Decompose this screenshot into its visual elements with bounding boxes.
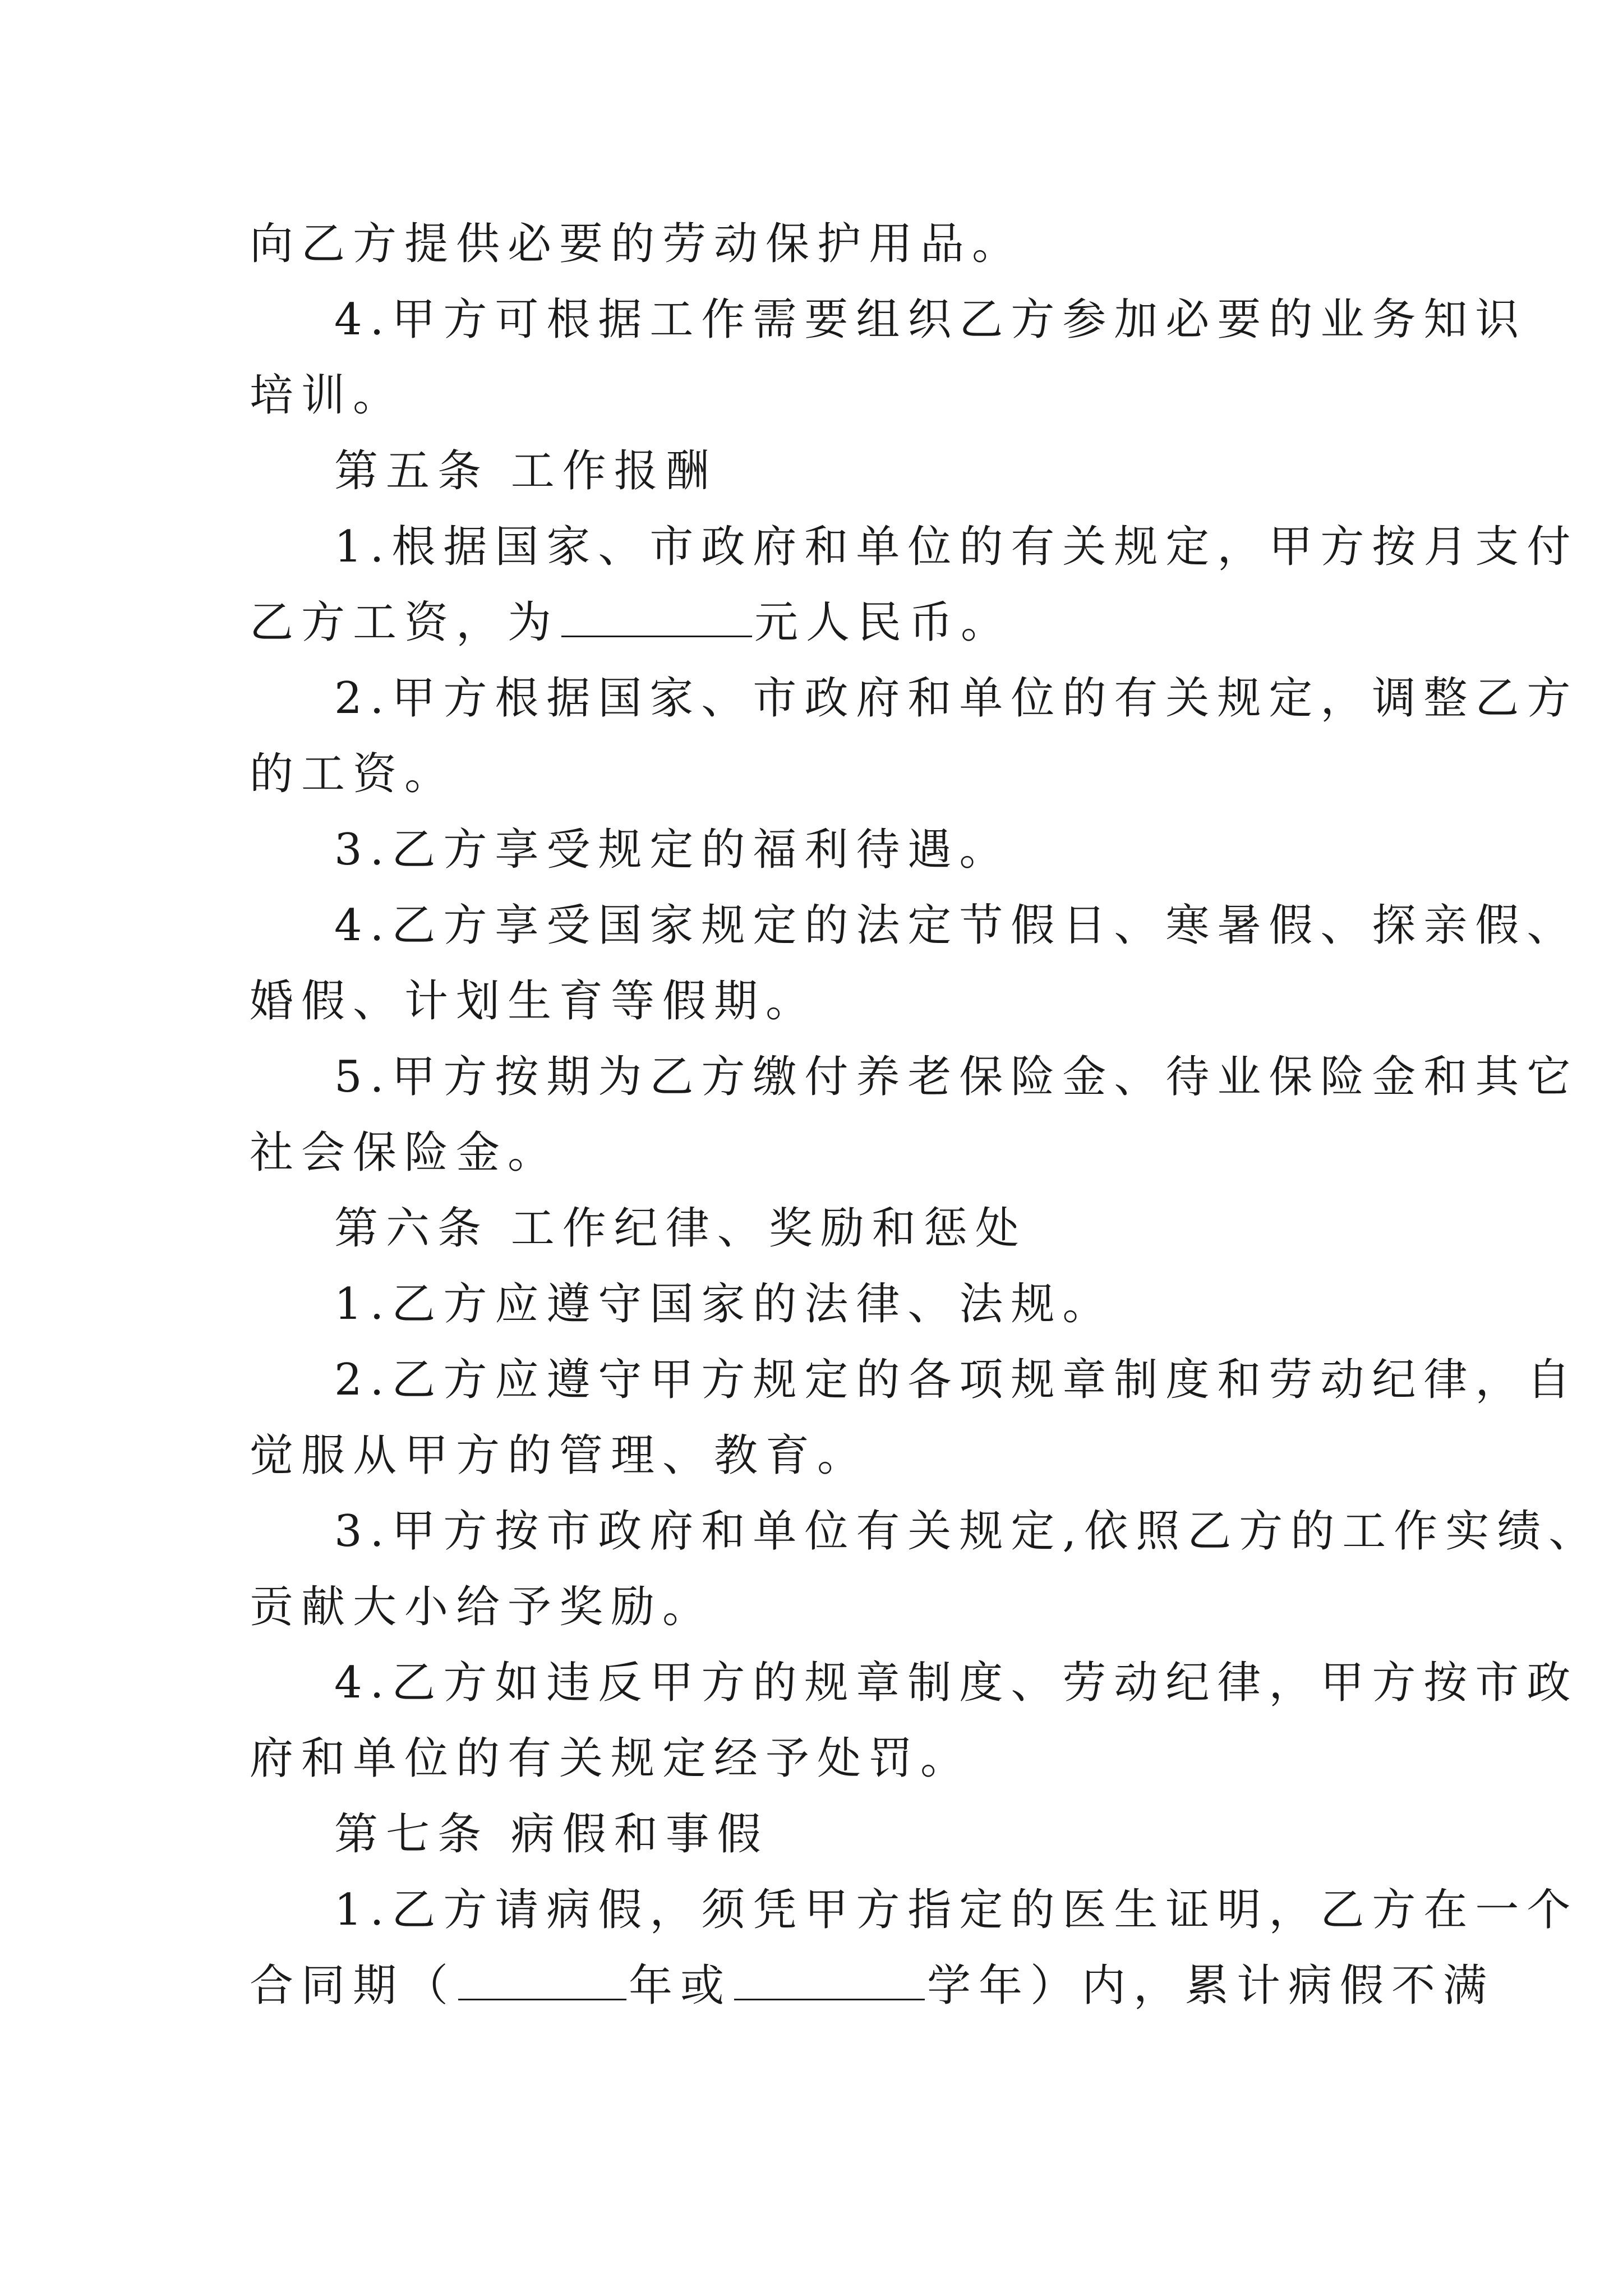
fill-in-blank	[458, 1958, 626, 2000]
paragraph-line: 1.乙方请病假，须凭甲方指定的医生证明，乙方在一个	[334, 1885, 1579, 1935]
paragraph-line	[250, 595, 1012, 651]
paragraph-line: 2.乙方应遵守甲方规定的各项规章制度和劳动纪律，自	[334, 1355, 1579, 1405]
paragraph-line: 社会保险金。	[250, 1128, 560, 1178]
section-heading: 第六条 工作纪律、奖励和惩处	[334, 1203, 1027, 1254]
paragraph-line: 3.甲方按市政府和单位有关规定,依照乙方的工作实绩、	[334, 1506, 1601, 1557]
paragraph-line: 4.甲方可根据工作需要组织乙方参加必要的业务知识	[334, 295, 1527, 345]
paragraph-line: 的工资。	[250, 749, 457, 799]
paragraph-line: 4.乙方享受国家规定的法定节假日、寒暑假、探亲假、	[334, 900, 1579, 951]
line-text: 乙方工资，为	[250, 597, 560, 648]
line-text: 学年）内，累计病假不满	[927, 1961, 1495, 2011]
paragraph-line: 贡献大小给予奖励。	[250, 1582, 714, 1632]
section-heading: 第七条 病假和事假	[334, 1809, 769, 1860]
paragraph-line: 5.甲方按期为乙方缴付养老保险金、待业保险金和其它	[334, 1052, 1579, 1102]
paragraph-line: 府和单位的有关规定经予处罚。	[250, 1733, 972, 1784]
paragraph-line: 向乙方提供必要的劳动保护用品。	[250, 219, 1024, 269]
paragraph-line: 婚假、计划生育等假期。	[250, 976, 818, 1027]
line-text: 年或	[629, 1961, 732, 2011]
paragraph-line: 3.乙方享受规定的福利待遇。	[334, 825, 1011, 875]
line-text: 元人民币。	[754, 597, 1013, 648]
line-text: 合同期（	[250, 1961, 457, 2011]
paragraph-line: 1.乙方应遵守国家的法律、法规。	[334, 1279, 1114, 1329]
paragraph-line	[250, 1958, 1495, 2014]
section-heading: 第五条 工作报酬	[334, 446, 717, 496]
paragraph-line: 2.甲方根据国家、市政府和单位的有关规定，调整乙方	[334, 673, 1579, 724]
paragraph-line: 4.乙方如违反甲方的规章制度、劳动纪律，甲方按市政	[334, 1658, 1579, 1708]
fill-in-blank	[734, 1958, 925, 2000]
paragraph-line: 觉服从甲方的管理、教育。	[250, 1430, 869, 1481]
paragraph-line: 培训。	[250, 370, 405, 421]
fill-in-blank	[561, 595, 752, 637]
paragraph-line: 1.根据国家、市政府和单位的有关规定，甲方按月支付	[334, 522, 1579, 572]
